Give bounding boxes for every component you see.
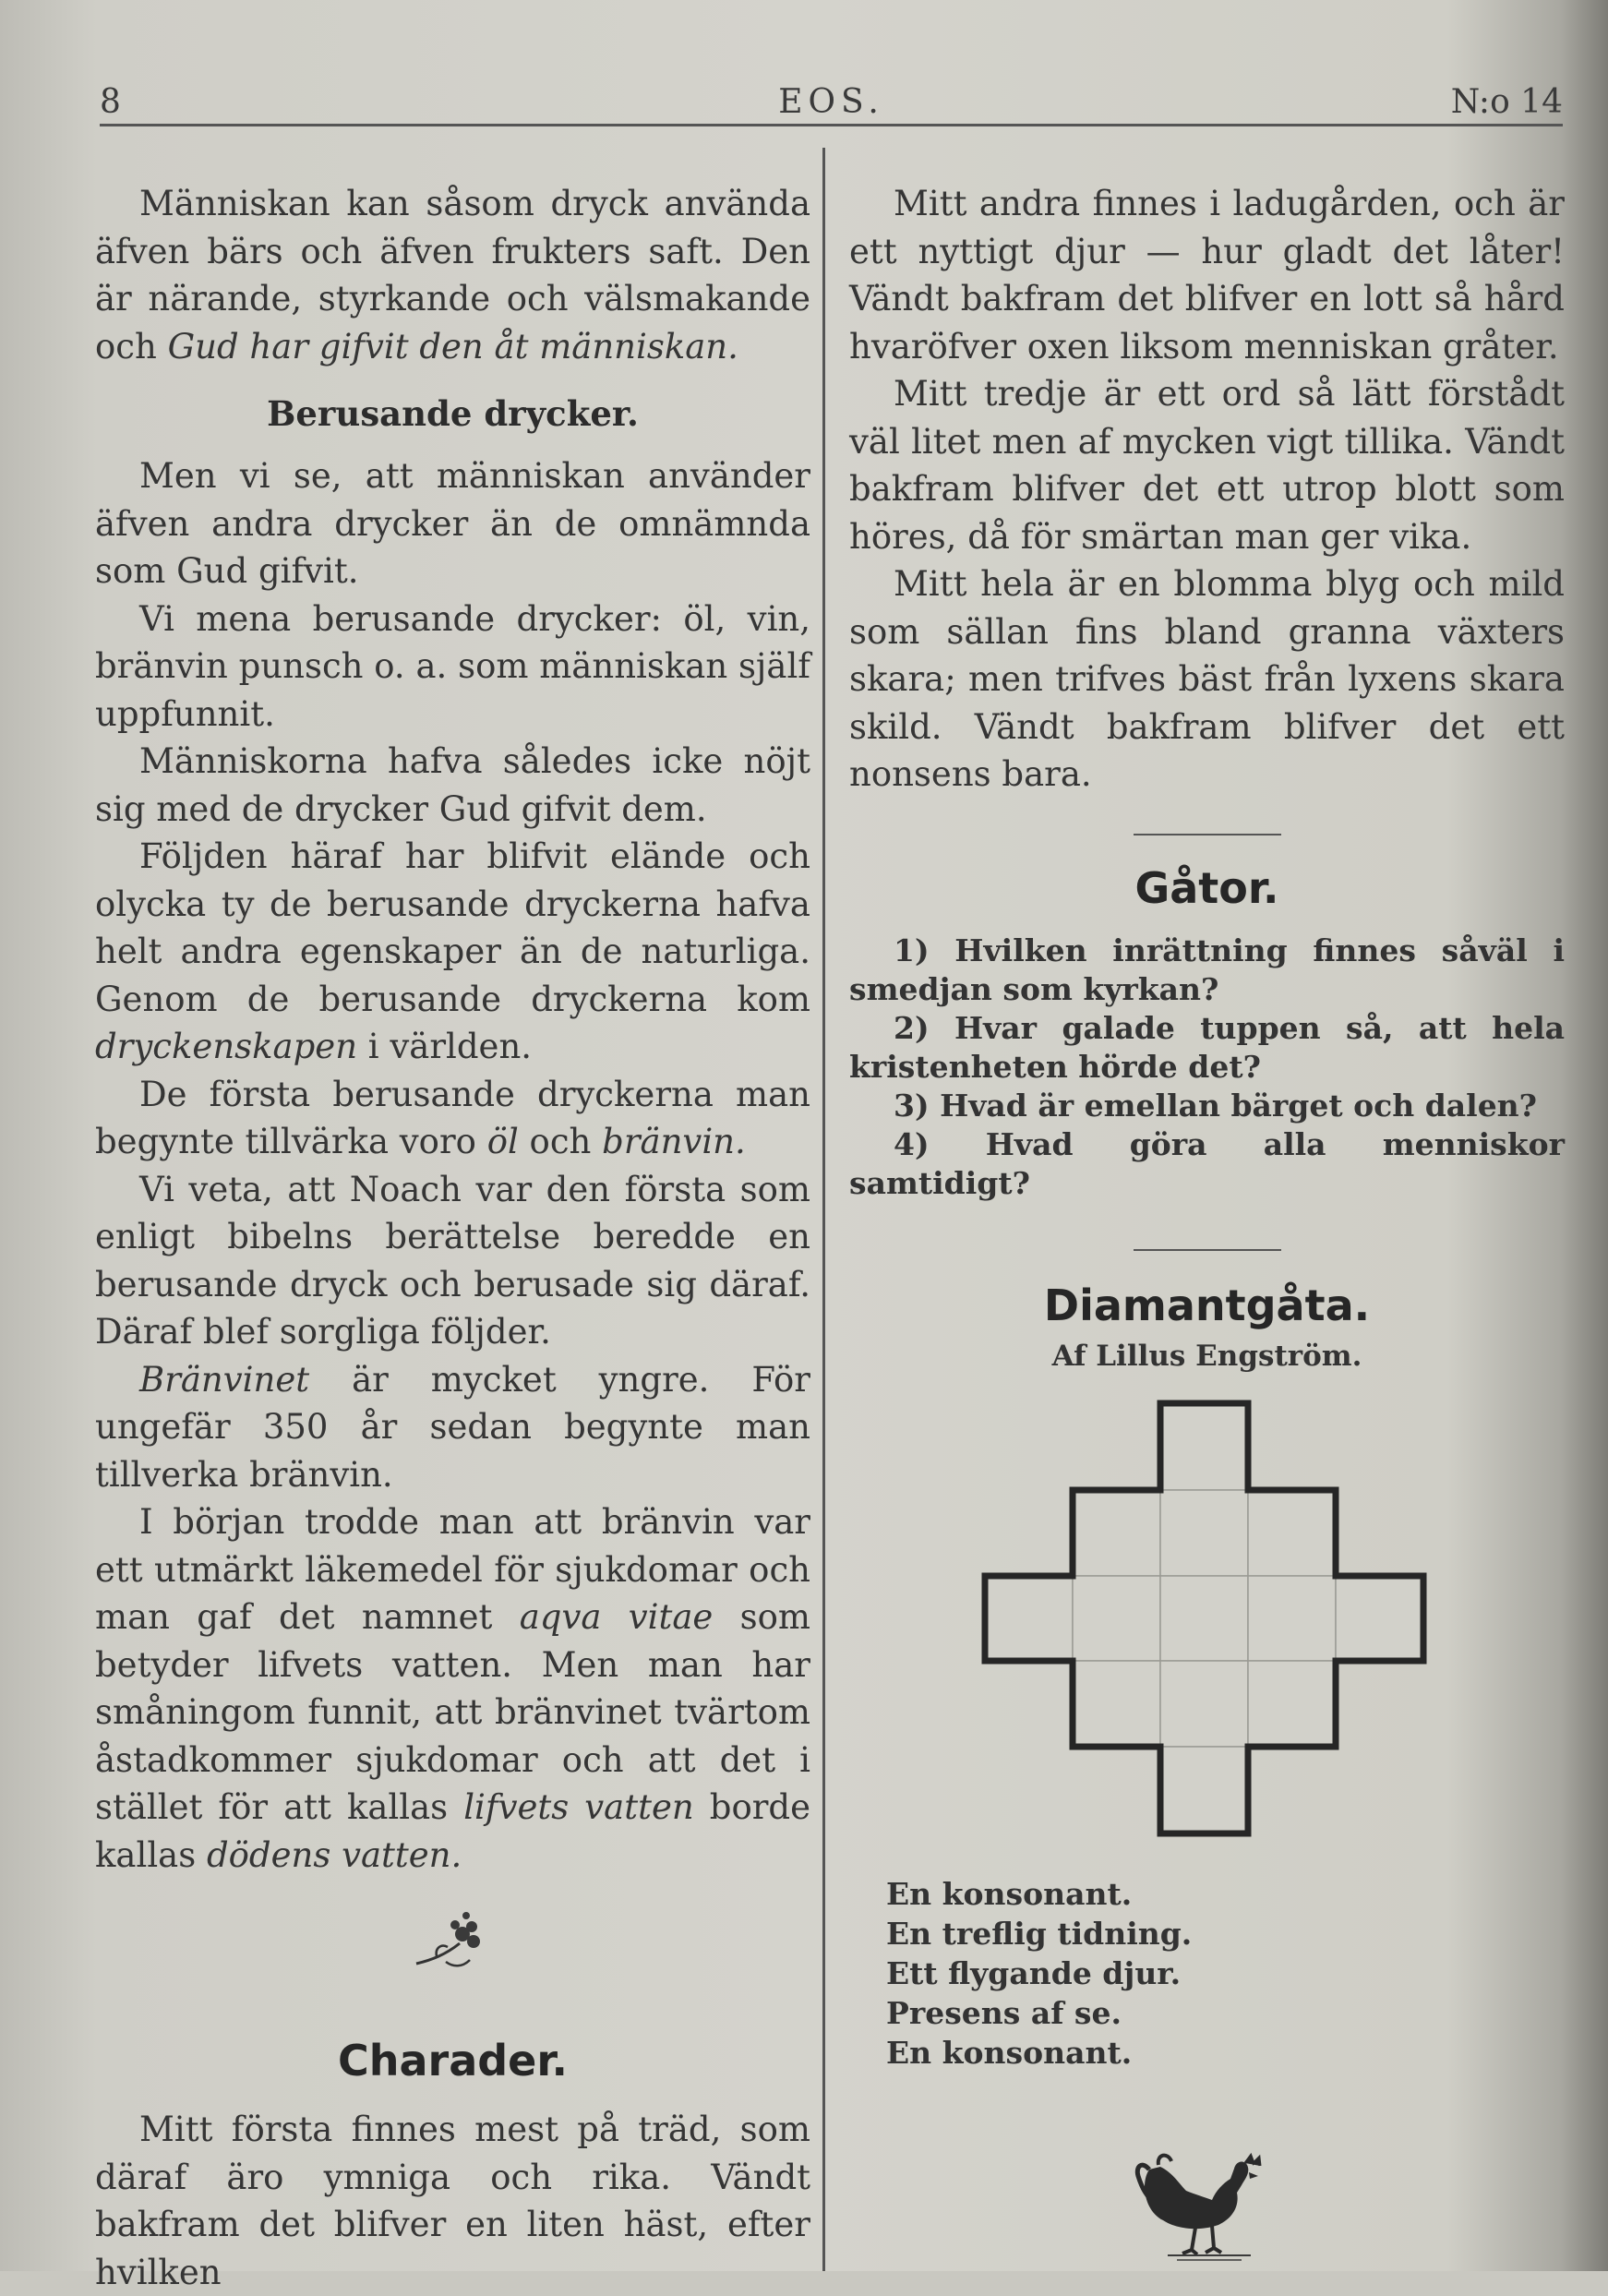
rooster-icon xyxy=(1131,2146,1278,2266)
riddle-list xyxy=(849,932,1565,1203)
ornament-area xyxy=(95,1879,810,2036)
diamond-puzzle-grid xyxy=(978,1399,1431,1851)
paragraph: Bränvinet är mycket yngre. För ungefär 350 år sedan begynte man tillverka bränvin. xyxy=(95,1359,810,1495)
paragraph: Mitt hela är en blomma blyg och mild som sällan fins bland granna växters skara; men trifves bäst från lyxens skara skild. Vändt bakfram blifver det ett nonsens bara. xyxy=(849,564,1565,794)
italic-phrase: dödens vatten. xyxy=(206,1834,462,1875)
italic-phrase: öl xyxy=(486,1122,519,1161)
paragraph: Vi mena berusande drycker: öl, vin, bränvin punsch o. a. som människan själf uppfunnit. xyxy=(95,598,810,734)
right-column xyxy=(849,180,1565,1373)
italic-phrase: bränvin. xyxy=(602,1122,746,1161)
diamond-clues xyxy=(886,1874,1192,2073)
paragraph: I början trodde man att bränvin var ett utmärkt läkemedel för sjukdomar och man gaf det namnet aqva vitae som betyder lifvets vatten. Men man har småningom funnit, att bränvinet tvärtom åstadkommer sjukdomar och att det i stället för att kallas lifvets vatten borde kallas dödens vatten. xyxy=(95,1502,810,1875)
riddle-item: 2) Hvar galade tuppen så, att hela kristenheten hörde det? xyxy=(849,1009,1565,1085)
clue-line: En treflig tidning. xyxy=(886,1916,1193,1952)
clue-line: Presens af se. xyxy=(886,1995,1122,2031)
paragraph: Vi veta, att Noach var den första som enligt bibelns berättelse beredde en berusande dryck och berusade sig däraf. Däraf blef sorgliga följder. xyxy=(95,1169,810,1352)
diamantgata-heading: Diamantgåta. xyxy=(1043,1280,1371,1330)
paragraph: Människan kan såsom dryck använda äfven bärs och äfven frukters saft. Den är närande, styrkande och välsmakande och Gud har gifvit den åt människan. xyxy=(95,184,810,367)
paragraph: Mitt första finnes mest på träd, som däraf äro ymniga och rika. Vändt bakfram det blifver en liten häst, efter hvilken xyxy=(95,2110,810,2292)
riddle-item: 4) Hvad göra alla menniskor samtidigt? xyxy=(849,1125,1565,1201)
charader-heading: Charader. xyxy=(337,2036,568,2086)
clue-line: En konsonant. xyxy=(886,2035,1133,2071)
paragraph: Men vi se, att människan använder äfven andra drycker än de omnämnda som Gud gifvit. xyxy=(95,456,810,591)
paragraph: Mitt andra finnes i ladugården, och är ett nyttigt djur — hur gladt det låter! Vändt bakfram det blifver en lott så hård hvaröfver oxen liksom menniskan gråter. xyxy=(849,184,1565,367)
left-column xyxy=(95,180,810,2296)
paragraph: De första berusande dryckerna man begynte tillvärka voro öl och bränvin. xyxy=(95,1074,810,1161)
gator-heading: Gåtor. xyxy=(1134,862,1279,913)
paragraph: Följden häraf har blifvit elände och olycka ty de berusande dryckerna hafva helt andra egenskaper än de naturliga. Genom de berusande dryckerna kom dryckenskapen i världen. xyxy=(95,836,810,1066)
issue-number: N:o 14 xyxy=(1450,83,1563,121)
page-number: 8 xyxy=(100,83,121,121)
page-header xyxy=(100,83,1563,126)
flower-ornament-icon xyxy=(409,1906,492,1976)
paragraph: Mitt tredje är ett ord så lätt förstådt väl litet men af mycken vigt tillika. Vändt bakfram blifver det ett utrop blott som höres, då för smärtan man ger vika. xyxy=(849,374,1565,557)
author-line: Af Lillus Engström. xyxy=(1051,1339,1362,1373)
italic-phrase: dryckenskapen xyxy=(95,1027,358,1066)
journal-title: EOS. xyxy=(778,83,884,121)
paragraph: Människorna hafva således icke nöjt sig med de drycker Gud gifvit dem. xyxy=(95,741,810,829)
italic-phrase: aqva vitae xyxy=(519,1597,714,1637)
italic-phrase: Bränvinet xyxy=(139,1359,310,1400)
section-subheading: Berusande drycker. xyxy=(267,393,639,434)
column-divider xyxy=(822,148,825,2271)
riddle-item: 3) Hvad är emellan bärget och dalen? xyxy=(894,1087,1538,1124)
italic-phrase: Gud har gifvit den åt människan. xyxy=(167,326,738,367)
clue-line: Ett flygande djur. xyxy=(886,1955,1182,1991)
riddle-item: 1) Hvilken inrättning finnes såväl i smedjan som kyrkan? xyxy=(849,932,1565,1007)
clue-line: En konsonant. xyxy=(886,1876,1133,1912)
italic-phrase: lifvets vatten xyxy=(463,1787,694,1827)
